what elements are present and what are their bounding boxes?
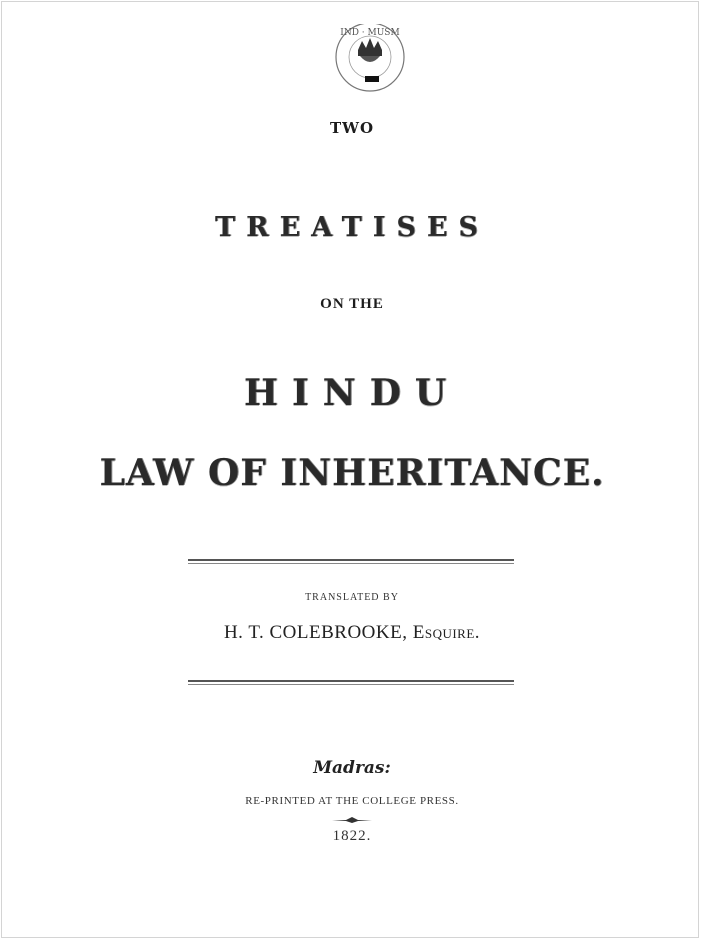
translated-by-caption: TRANSLATED BY	[305, 592, 399, 603]
imprint-printer: RE-PRINTED AT THE COLLEGE PRESS.	[245, 795, 459, 807]
translator-suffix: Esquire.	[412, 622, 481, 643]
title-line-treatises: TREATISES	[215, 212, 489, 243]
title-line-on-the: ON THE	[320, 296, 384, 312]
stamp-text: IND · MUSM	[340, 28, 400, 38]
divider-rule-top	[188, 559, 514, 564]
translator-name	[2, 622, 702, 644]
translator-name-text: H. T. COLEBROOKE,	[223, 622, 413, 643]
imprint-place: Madras:	[313, 758, 391, 778]
imprint-year: 1822.	[332, 828, 372, 844]
divider-rule-bottom	[188, 680, 514, 685]
title-line-two: TWO	[329, 119, 375, 137]
title-line-hindu: HINDU	[243, 372, 461, 414]
title-page	[1, 1, 699, 938]
title-line-law-of-inheritance: LAW OF INHERITANCE.	[99, 452, 605, 494]
library-stamp	[327, 24, 413, 94]
ornament-dash	[332, 816, 372, 824]
